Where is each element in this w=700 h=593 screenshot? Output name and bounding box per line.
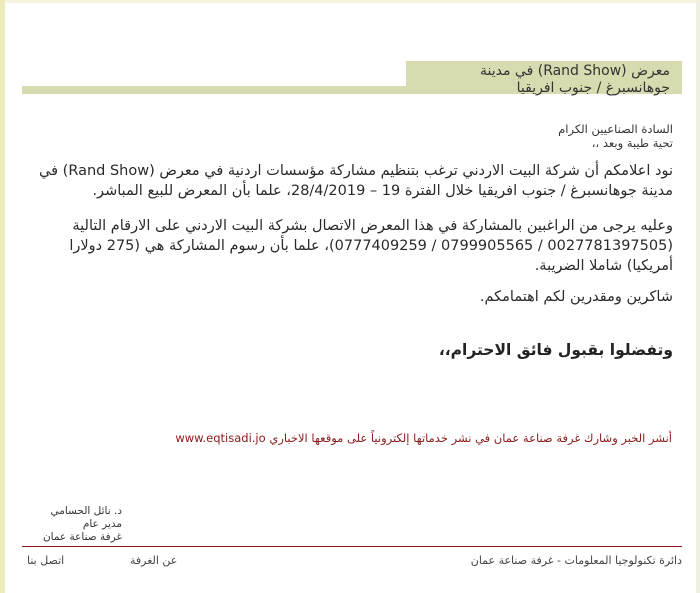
- paragraph-thanks: شاكرين ومقدرين لكم اهتمامكم.: [479, 289, 673, 305]
- footer-about-link[interactable]: عن الغرفة: [130, 554, 178, 567]
- frame-right: [696, 0, 700, 593]
- footer-contact-link[interactable]: اتصل بنا: [27, 554, 65, 567]
- greeting: تحية طيبة وبعد ،،: [591, 136, 673, 150]
- share-news-link[interactable]: أنشر الخبر وشارك غرفة صناعة عمان في نشر خدماتها إلكترونياً على موقعها الاخباري www.eqtisadi.jo: [175, 431, 672, 445]
- signature-name: د. نائل الحسامي: [50, 505, 122, 517]
- signature-role: مدير عام: [82, 518, 122, 530]
- signature-block: [22, 505, 122, 544]
- footer-divider: [22, 546, 682, 547]
- frame-top: [0, 0, 700, 3]
- page-title-line2: جوهانسبرغ / جنوب افريقيا: [516, 80, 670, 96]
- page-title-line1: معرض (Rand Show) في مدينة: [479, 63, 670, 79]
- title-bar: [22, 61, 682, 94]
- salutation: السادة الصناعيين الكرام: [558, 122, 673, 136]
- closing-line: وتفضلوا بقبول فائق الاحترام،،: [438, 341, 673, 359]
- signature-org: غرفة صناعة عمان: [42, 531, 122, 543]
- paragraph-announcement: نود اعلامكم أن شركة البيت الاردني ترغب بتنظيم مشاركة مؤسسات اردنية في معرض (Rand Show) في مدينة جوهانسبرغ / جنوب افريقيا خلال الفترة 19 – 28/4/2019، علما بأن المعرض للبيع المباشر.: [39, 163, 673, 199]
- paragraph-contact-info: وعليه يرجى من الراغبين بالمشاركة في هذا المعرض الاتصال بشركة البيت الاردني على الارقام التالية (0027781397505 / 0799905565 / 0777409259)، علما بأن رسوم المشاركة هي (275 دولارا أمريكيا) شاملا الضريبة.: [69, 218, 673, 274]
- frame-left: [0, 0, 5, 593]
- footer-department: دائرة تكنولوجيا المعلومات - غرفة صناعة عمان: [470, 554, 682, 567]
